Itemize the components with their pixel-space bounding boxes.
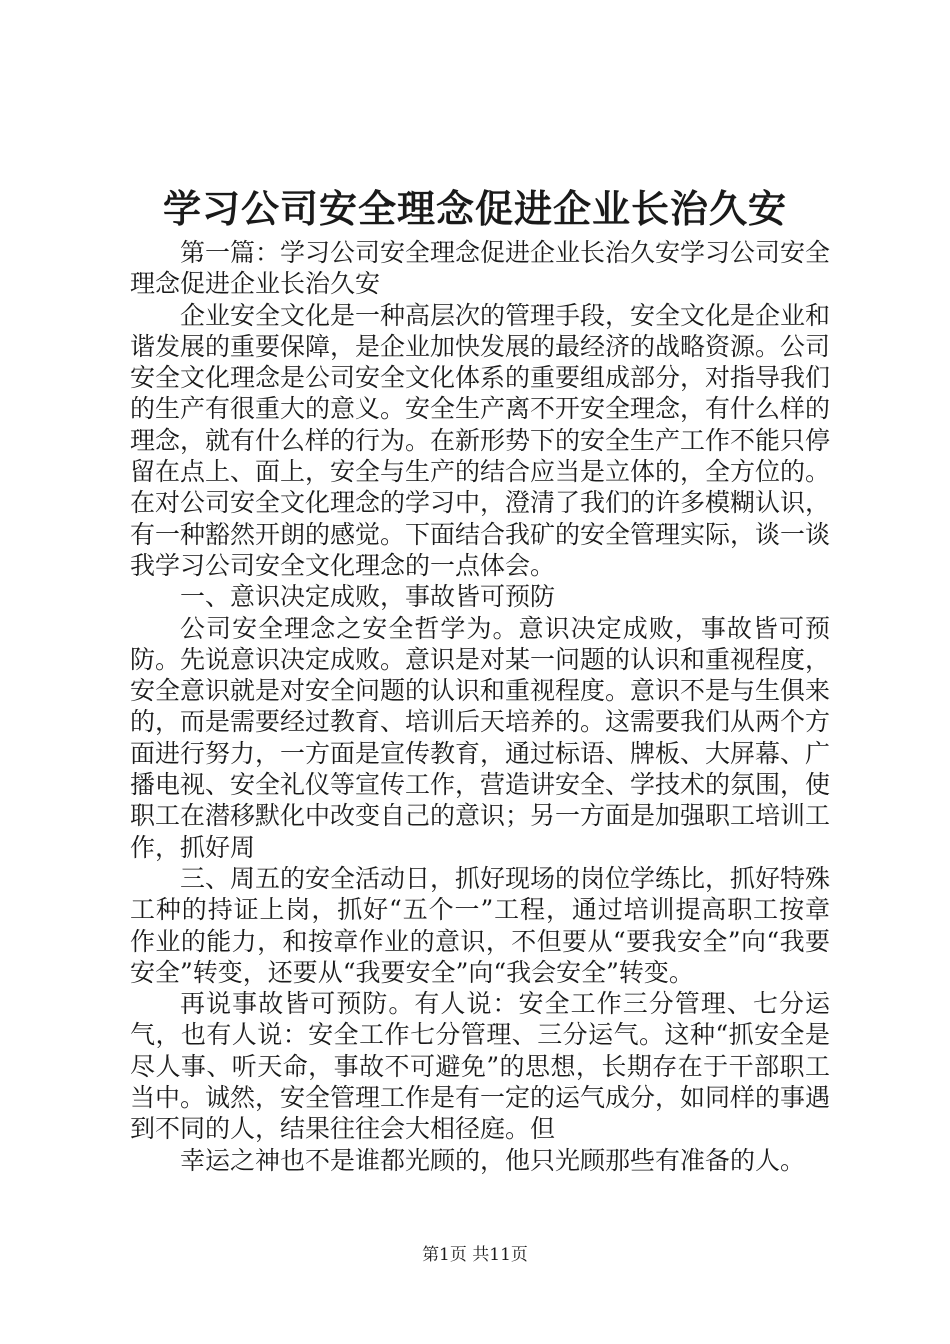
paragraph-training: 三、周五的安全活动日，抓好现场的岗位学练比，抓好特殊工种的持证上岗，抓好“五个一”工程，通过培训提高职工按章作业的能力，和按章作业的意识，不但要从“要我安全”向“我要安全”转变，还要从“我要安全”向“我会安全”转变。 (130, 863, 831, 987)
document-body (130, 237, 830, 1176)
section-heading-1: 一、意识决定成败，事故皆可预防 (180, 582, 556, 612)
paragraph-safety-culture: 企业安全文化是一种高层次的管理手段，安全文化是企业和谐发展的重要保障，是企业加快发展的最经济的战略资源。公司安全文化理念是公司安全文化体系的重要组成部分，对指导我们的生产有很重大的意义。安全生产离不开安全理念，有什么样的理念，就有什么样的行为。在新形势下的安全生产工作不能只停留在点上、面上，安全与生产的结合应当是立体的，全方位的。在对公司安全文化理念的学习中，澄清了我们的许多模糊认识，有一种豁然开朗的感觉。下面结合我矿的安全管理实际，谈一谈我学习公司安全文化理念的一点体会。 (130, 300, 831, 580)
paragraph-awareness: 公司安全理念之安全哲学为。意识决定成败，事故皆可预防。先说意识决定成败。意识是对某一问题的认识和重视程度，安全意识就是对安全问题的认识和重视程度。意识不是与生俱来的，而是需要经过教育、培训后天培养的。这需要我们从两个方面进行努力，一方面是宣传教育，通过标语、牌板、大屏幕、广播电视、安全礼仪等宣传工作，营造讲安全、学技术的氛围，使职工在潜移默化中改变自己的意识；另一方面是加强职工培训工作，抓好周 (130, 613, 831, 862)
paragraph-prevention: 再说事故皆可预防。有人说：安全工作三分管理、七分运气，也有人说：安全工作七分管理、三分运气。这种“抓安全是尽人事、听天命，事故不可避免”的思想，长期存在于干部职工当中。诚然，安全管理工作是有一定的运气成分，如同样的事遇到不同的人，结果往往会大相径庭。但 (130, 989, 831, 1144)
paragraph-intro: 第一篇：学习公司安全理念促进企业长治久安学习公司安全理念促进企业长治久安 (130, 238, 831, 299)
page-number-footer: 第1页 共11页 (422, 1245, 528, 1265)
document-title: 学习公司安全理念促进企业长治久安 (162, 186, 787, 231)
paragraph-fortune: 幸运之神也不是谁都光顾的，他只光顾那些有准备的人。 (180, 1145, 806, 1175)
